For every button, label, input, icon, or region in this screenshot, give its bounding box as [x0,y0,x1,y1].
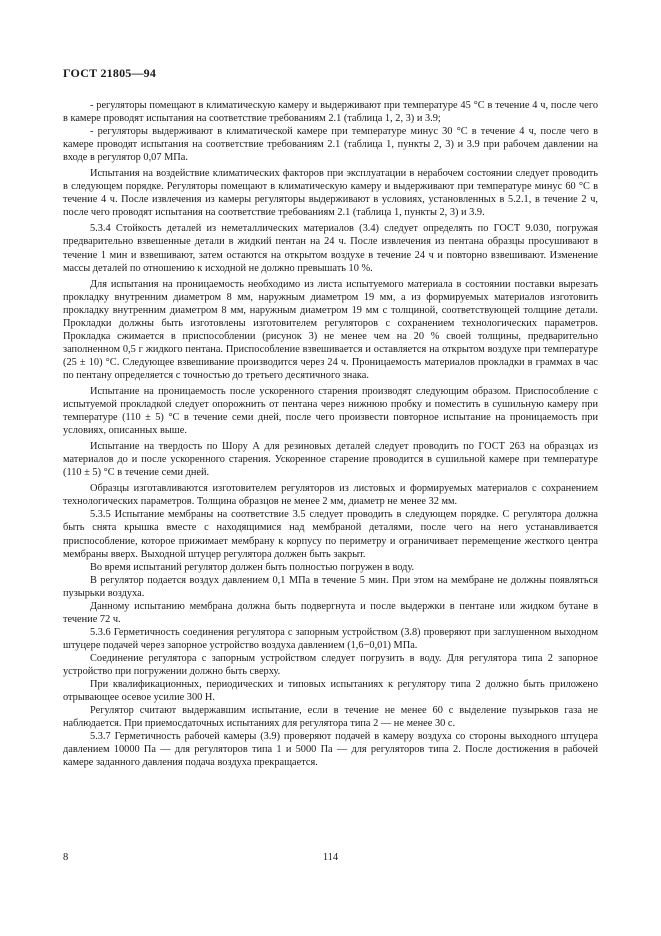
body-text [63,99,598,769]
document-header: ГОСТ 21805—94 [63,66,157,80]
paragraph: Испытание на проницаемость после ускоренного старения производят следующим образом. Приспособление с испытуемой прокладкой следует опорожнить от пентана через нижнюю пробку и поместить в сушильную камеру при температуре (110 ± 5) °С в течение семи дней, после чего произвести повторное испытание на проницаемость при условиях, описанных выше. [63,385,598,437]
paragraph: Регулятор считают выдержавшим испытание, если в течение не менее 60 с выделение пузырьков газа не наблюдается. При приемосдаточных испытаниях для регулятора типа 2 — не менее 30 с. [63,705,598,730]
paragraph: Образцы изготавливаются изготовителем регуляторов из листовых и формируемых материалов с сохранением технологических параметров. Толщина образцов не менее 2 мм, диаметр не менее 32 мм. [63,483,598,508]
paragraph: 5.3.4 Стойкость деталей из неметаллических материалов (3.4) следует определять по ГОСТ 9.030, погружая предварительно взвешенные детали в жидкий пентан на 24 ч. После извлечения из пентана образцы просушивают в течение 1 мин и взвешивают, затем остаются на открытом воздухе в течение 24 ч и повторно взвешивают. Изменение массы деталей по отношению к исходной не должно превышать 10 %. [63,223,598,274]
paragraph: Испытание на твердость по Шору А для резиновых деталей следует проводить по ГОСТ 263 на образцах из материалов до и после ускоренного старения. Ускоренное старение проводится в сушильной камере при температуре (110 ± 5) °С в течение семи дней. [63,441,598,479]
paragraph: Для испытания на проницаемость необходимо из листа испытуемого материала в состоянии поставки вырезать прокладку внутренним диаметром 8 мм, наружным диаметром 19 мм, а из формируемых материалов изготовить прокладку внутренним диаметром 8 мм, наружным диаметром 19 мм с толщиной, соответствующей толщине детали. Прокладки должны быть изготовлены изготовителем регуляторов с сохранением технологических параметров. Прокладка сжимается в приспособлении (рисунок 3) не менее чем на 20 % своей толщины, предварительно заполненном 0,5 г жидкого пентана. Приспособление взвешивается и оставляется на открытом воздухе при температуре (25 ± 10) °С. Следующее взвешивание производится через 24 ч. Проницаемость материалов прокладки в граммах в час по пентану определяется с точностью до третьего десятичного знака. [63,278,598,381]
paragraph: В регулятор подается воздух давлением 0,1 МПа в течение 5 мин. При этом на мембране не должны появляться пузырьки воздуха. [63,574,598,599]
paragraph: 5.3.7 Герметичность рабочей камеры (3.9) проверяют подачей в камеру воздуха со стороны выходного штуцера давлением 10000 Па — для регуляторов типа 1 и 5000 Па — для регуляторов типа 2. После достижения в рабочей камере заданного давления подача воздуха прекращается. [63,731,598,769]
paragraph: 5.3.5 Испытание мембраны на соответствие 3.5 следует проводить в следующем порядке. С регулятора должна быть снята крышка вместе с находящимися над мембраной деталями, после чего на него устанавливается приспособление, которое прижимает мембрану к корпусу по периметру и ограничивает перемещение жесткого центра мембраны вверх. Выходной штуцер регулятора должен быть закрыт. [63,509,598,560]
paragraph: Во время испытаний регулятор должен быть полностью погружен в воду. [90,561,415,573]
paragraph: 5.3.6 Герметичность соединения регулятора с запорным устройством (3.8) проверяют при заглушенном выходном штуцере подачей через запорное устройство воздуха давлением (1,6−0,01) МПа. [63,626,598,651]
sheet-number: 114 [322,852,339,863]
paragraph: Соединение регулятора с запорным устройством следует погрузить в воду. Для регулятора типа 2 запорное устройство при погружении должно быть сверху. [63,652,598,677]
paragraph: При квалификационных, периодических и типовых испытаниях к регулятору типа 2 должно быть приложено отрывающее осевое усилие 300 Н. [63,679,598,704]
paragraph: Данному испытанию мембрана должна быть подвергнута и после выдержки в пентане или жидком бутане в течение 72 ч. [63,600,598,625]
paragraph: - регуляторы помещают в климатическую камеру и выдерживают при температуре 45 °С в течение 4 ч, после чего в камере проводят испытания на соответствие требованиям 2.1 (таблица 1, 2, 3) и 3.9; [63,100,598,125]
paragraph: Испытания на воздействие климатических факторов при эксплуатации в нерабочем состоянии следует проводить в следующем порядке. Регуляторы помещают в климатическую камеру и выдерживают при температуре минус 60 °С в течение 4 ч. После извлечения из камеры регуляторы выдерживают в условиях, установленных в 5.2.1, в течение 2 ч, после чего проводят испытания на соответствие требованиям 2.1 (таблица 1, пункты 2, 3) и 3.9. [63,168,598,219]
paragraph: - регуляторы выдерживают в климатической камере при температуре минус 30 °С в течение 4 ч, после чего в камере проводят испытания на соответствие требованиям 2.1 (таблица 1, пункты 2, 3) и 3.9 при рабочем давлении на входе в регулятор 0,07 МПа. [63,126,598,164]
page-number: 8 [63,852,69,863]
